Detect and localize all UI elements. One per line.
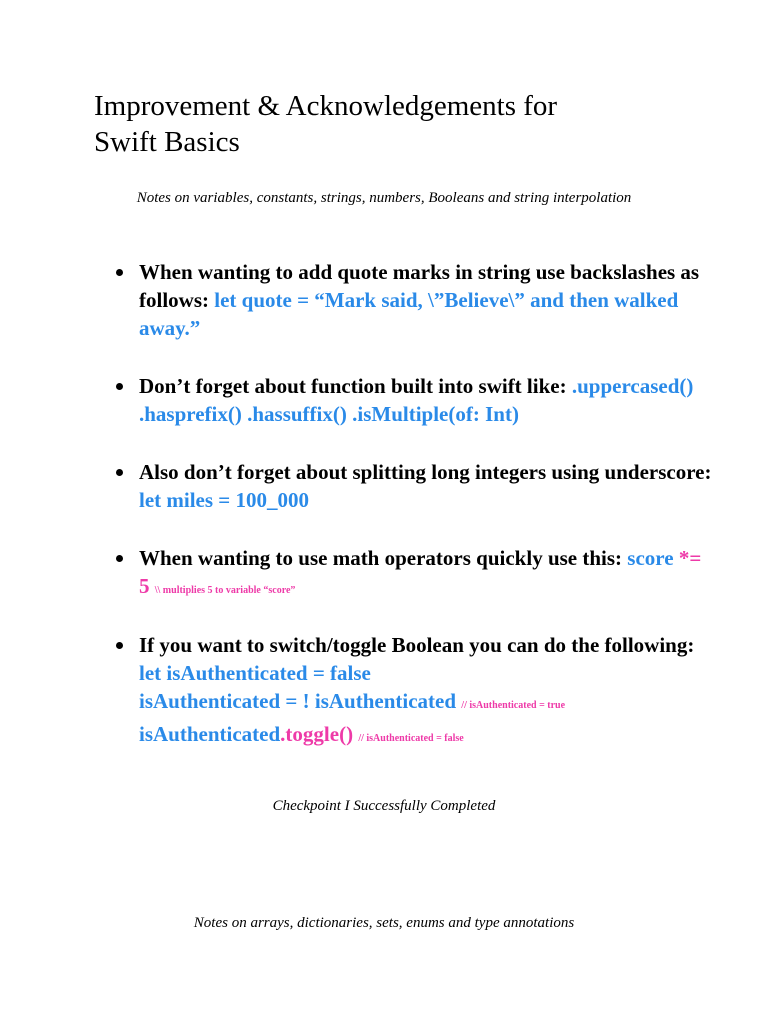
operator-snippet: *= 5 [139,546,702,598]
bullet-underscore-integers [114,458,714,514]
code-comment: // isAuthenticated = true [461,700,566,711]
bullet-list [114,258,714,783]
bullet-toggle-boolean [114,631,714,753]
page-title [94,88,714,160]
bullet-quote-marks [114,258,714,342]
code-line-2: isAuthenticated = ! isAuthenticated [139,689,457,713]
bullet-text: If you want to switch/toggle Boolean you can do the following: [139,633,695,657]
bullet-builtin-functions [114,372,714,428]
code-snippet: let miles = 100_000 [139,488,310,512]
checkpoint-note: Checkpoint I Successfully Completed [272,798,496,814]
code-snippet: score [627,546,679,570]
code-snippet: .uppercased() .hasprefix() .hassuffix() .isMultiple(of: Int) [139,374,694,426]
bullet-text: When wanting to use math operators quickly use this: [139,546,628,570]
code-snippet: let quote = “Mark said, \”Believe\” and then walked away.” [139,288,679,340]
bullet-math-operators [114,544,714,605]
bullet-text: Don’t forget about function built into swift like: [139,374,572,398]
code-comment: // isAuthenticated = false [358,733,464,744]
bullet-text: Also don’t forget about splitting long integers using underscore: [139,460,712,484]
subtitle-note: Notes on variables, constants, strings, numbers, Booleans and string interpolation [136,190,632,206]
toggle-method: .toggle() [280,722,354,746]
code-line-3: isAuthenticated [139,722,281,746]
bullet-text: When wanting to add quote marks in string use backslashes as follows: [139,260,700,312]
next-notes: Notes on arrays, dictionaries, sets, enums and type annotations [193,915,575,931]
code-line-1: let isAuthenticated = false [139,661,371,685]
title-line-1: Improvement & Acknowledgements for [94,90,558,122]
title-line-2: Swift Basics [94,126,240,158]
code-comment: \\ multiplies 5 to variable “score” [154,585,296,596]
